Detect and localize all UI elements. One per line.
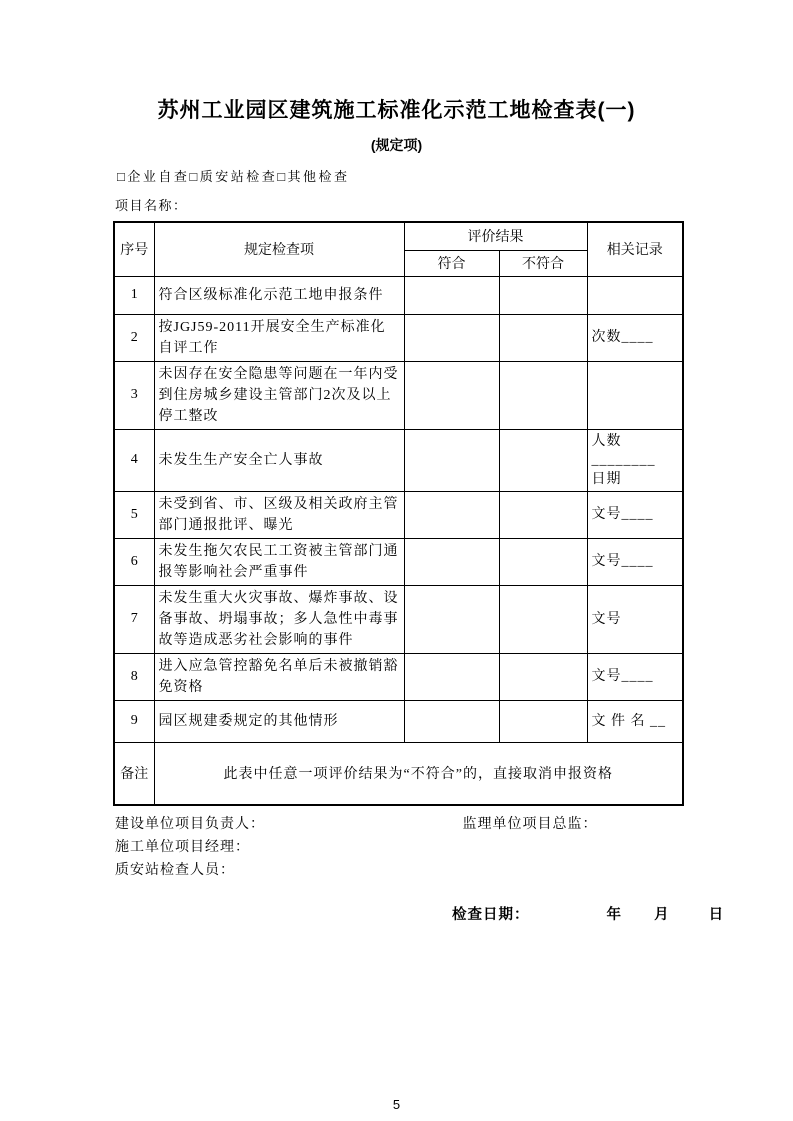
- year-label: 年: [606, 907, 623, 923]
- fail-cell: [499, 538, 587, 585]
- row-item: 未发生重大火灾事故、爆炸事故、设备事故、坍塌事故；多人急性中毒事故等造成恶劣社会影响的事件: [154, 585, 404, 653]
- inspection-date-line: [452, 903, 793, 924]
- row-item: 未发生生产安全亡人事故: [154, 429, 404, 491]
- row-record: 文号____: [587, 538, 683, 585]
- table-row: [114, 700, 683, 742]
- header-item: 规定检查项: [154, 222, 404, 276]
- row-no: 1: [114, 276, 154, 314]
- row-item: 进入应急管控豁免名单后未被撤销豁免资格: [154, 653, 404, 700]
- fail-cell: [499, 491, 587, 538]
- inspection-date-label: 检查日期：: [452, 907, 530, 923]
- row-item: 园区规建委规定的其他情形: [154, 700, 404, 742]
- pass-cell: [404, 491, 499, 538]
- table-row: [114, 538, 683, 585]
- project-name-label: 项目名称：: [115, 198, 188, 213]
- pass-cell: [404, 700, 499, 742]
- row-item: 按JGJ59-2011开展安全生产标准化自评工作: [154, 314, 404, 361]
- table-row: [114, 653, 683, 700]
- table-row: [114, 314, 683, 361]
- row-no: 5: [114, 491, 154, 538]
- inspection-table: [113, 221, 684, 806]
- table-row: [114, 276, 683, 314]
- month-label: 月: [654, 907, 670, 923]
- header-no: 序号: [114, 222, 154, 276]
- pass-cell: [404, 585, 499, 653]
- row-record: [587, 429, 683, 491]
- builder-signature-label: 建设单位项目负责人：: [115, 817, 265, 832]
- page-subtitle: (规定项): [370, 137, 423, 153]
- header-fail: 不符合: [499, 250, 587, 276]
- row-no: 8: [114, 653, 154, 700]
- row-record: 文号____: [587, 653, 683, 700]
- record-line-2: 日期: [591, 471, 622, 487]
- table-row: [114, 429, 683, 491]
- pass-cell: [404, 653, 499, 700]
- row-no: 9: [114, 700, 154, 742]
- header-result: 评价结果: [404, 222, 587, 250]
- page-title: 苏州工业园区建筑施工标准化示范工地检查表(一): [157, 99, 636, 122]
- row-item: 未受到省、市、区级及相关政府主管部门通报批评、曝光: [154, 491, 404, 538]
- day-label: 日: [708, 907, 725, 923]
- row-no: 2: [114, 314, 154, 361]
- pass-cell: [404, 314, 499, 361]
- fail-cell: [499, 585, 587, 653]
- fail-cell: [499, 361, 587, 429]
- pass-cell: [404, 538, 499, 585]
- fail-cell: [499, 700, 587, 742]
- row-record: [587, 276, 683, 314]
- row-record: 文号____: [587, 491, 683, 538]
- signature-block: [115, 816, 793, 879]
- row-item: 未因存在安全隐患等问题在一年内受到住房城乡建设主管部门2次及以上停工整改: [154, 361, 404, 429]
- remark-text: 此表中任意一项评价结果为“不符合”的，直接取消申报资格: [154, 742, 683, 805]
- row-item: 未发生拖欠农民工工资被主管部门通报等影响社会严重事件: [154, 538, 404, 585]
- table-row: [114, 491, 683, 538]
- pass-cell: [404, 429, 499, 491]
- header-record: 相关记录: [587, 222, 683, 276]
- row-no: 4: [114, 429, 154, 491]
- fail-cell: [499, 276, 587, 314]
- contractor-signature-label: 施工单位项目经理：: [115, 840, 250, 855]
- row-record: [587, 361, 683, 429]
- row-no: 3: [114, 361, 154, 429]
- header-pass: 符合: [404, 250, 499, 276]
- table-row: [114, 585, 683, 653]
- remark-row: [114, 742, 683, 805]
- inspector-signature-label: 质安站检查人员：: [115, 863, 235, 878]
- row-no: 7: [114, 585, 154, 653]
- fail-cell: [499, 429, 587, 491]
- row-no: 6: [114, 538, 154, 585]
- pass-cell: [404, 361, 499, 429]
- row-record: 次数____: [587, 314, 683, 361]
- row-record: 文 件 名 __: [587, 700, 683, 742]
- remark-label: 备注: [114, 742, 154, 805]
- check-type-options: □企业自查□质安站检查□其他检查: [117, 169, 350, 184]
- pass-cell: [404, 276, 499, 314]
- supervisor-signature-label: 监理单位项目总监：: [462, 817, 598, 832]
- fail-cell: [499, 314, 587, 361]
- fail-cell: [499, 653, 587, 700]
- row-item: 符合区级标准化示范工地申报条件: [154, 276, 404, 314]
- table-row: [114, 361, 683, 429]
- page-number: 5: [392, 1097, 401, 1112]
- record-line-1: 人数________: [591, 433, 656, 468]
- row-record: 文号: [587, 585, 683, 653]
